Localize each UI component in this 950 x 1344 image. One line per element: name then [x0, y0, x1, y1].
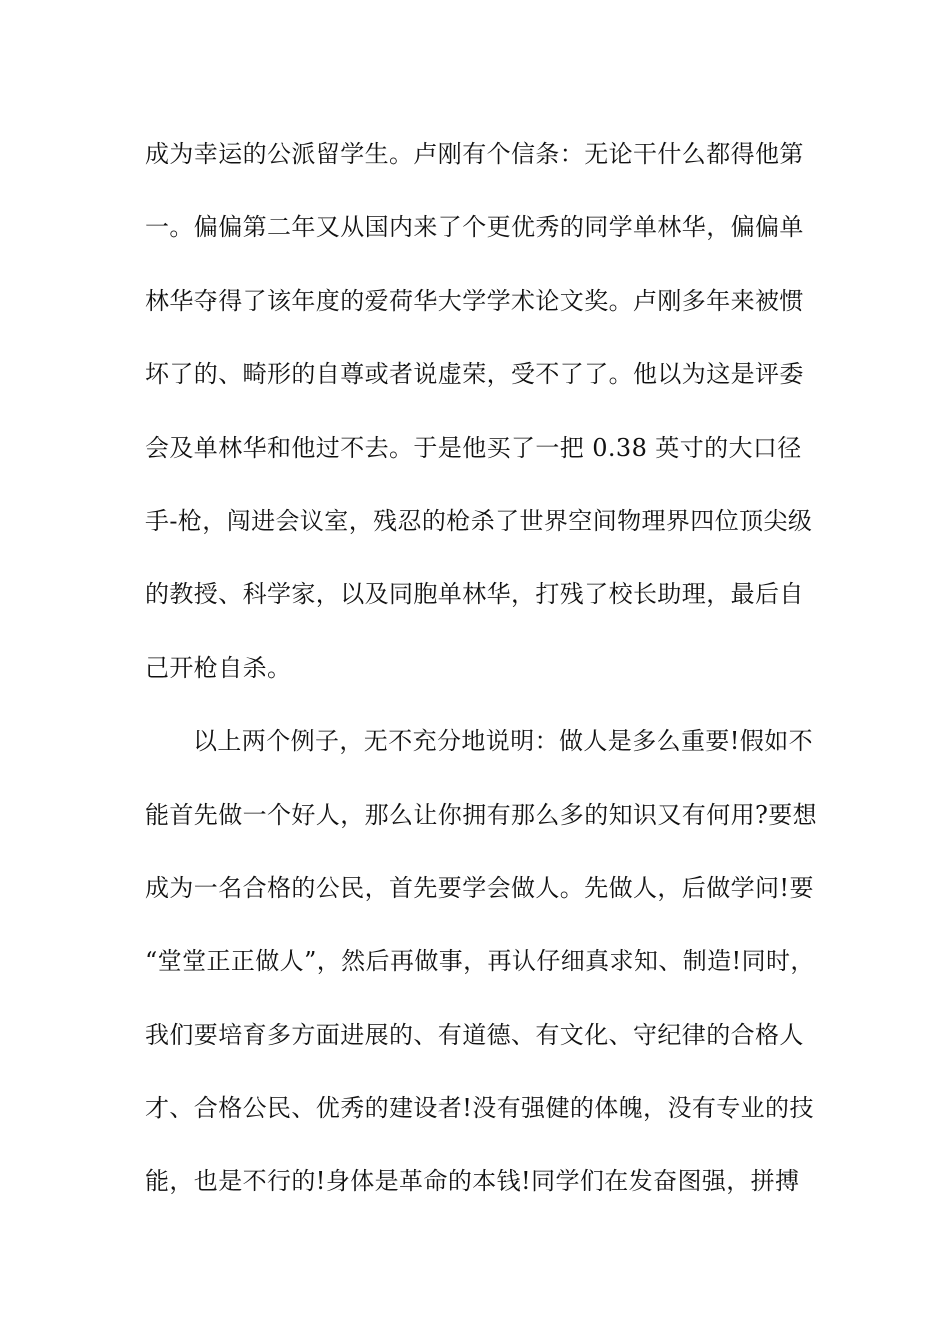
- text-line: 林华夺得了该年度的爱荷华大学学术论文奖。卢刚多年来被惯: [145, 286, 804, 315]
- text-line: 的教授、科学家，以及同胞单林华，打残了校长助理，最后自: [145, 580, 804, 609]
- text-line: 才、合格公民、优秀的建设者!没有强健的体魄，没有专业的技: [145, 1094, 814, 1123]
- text-line: 我们要培育多方面进展的、有道德、有文化、守纪律的合格人: [145, 1020, 804, 1049]
- text-line: 手-枪，闯进会议室，残忍的枪杀了世界空间物理界四位顶尖级: [145, 506, 813, 535]
- text-line: 坏了的、畸形的自尊或者说虚荣，受不了了。他以为这是评委: [145, 360, 804, 389]
- text-line: 成为幸运的公派留学生。卢刚有个信条：无论干什么都得他第: [145, 140, 804, 168]
- paragraph-start-line: 以上两个例子，无不充分地说明：做人是多么重要!假如不: [193, 727, 814, 756]
- text-line: 成为一名合格的公民，首先要学会做人。先做人，后做学问!要: [145, 873, 814, 902]
- document-body: [145, 128, 835, 1229]
- text-line: 会及单林华和他过不去。于是他买了一把 0.38 英寸的大口径: [145, 433, 802, 462]
- text-line: “堂堂正正做人”，然后再做事，再认仔细真求知、制造!同时，: [145, 947, 815, 976]
- text-line: 一。偏偏第二年又从国内来了个更优秀的同学单林华，偏偏单: [145, 213, 804, 242]
- text-line: 能首先做一个好人，那么让你拥有那么多的知识又有何用?要想: [145, 800, 818, 829]
- text-line: 己开枪自杀。: [145, 653, 292, 682]
- text-line: 能，也是不行的!身体是革命的本钱!同学们在发奋图强，拼搏: [145, 1167, 800, 1196]
